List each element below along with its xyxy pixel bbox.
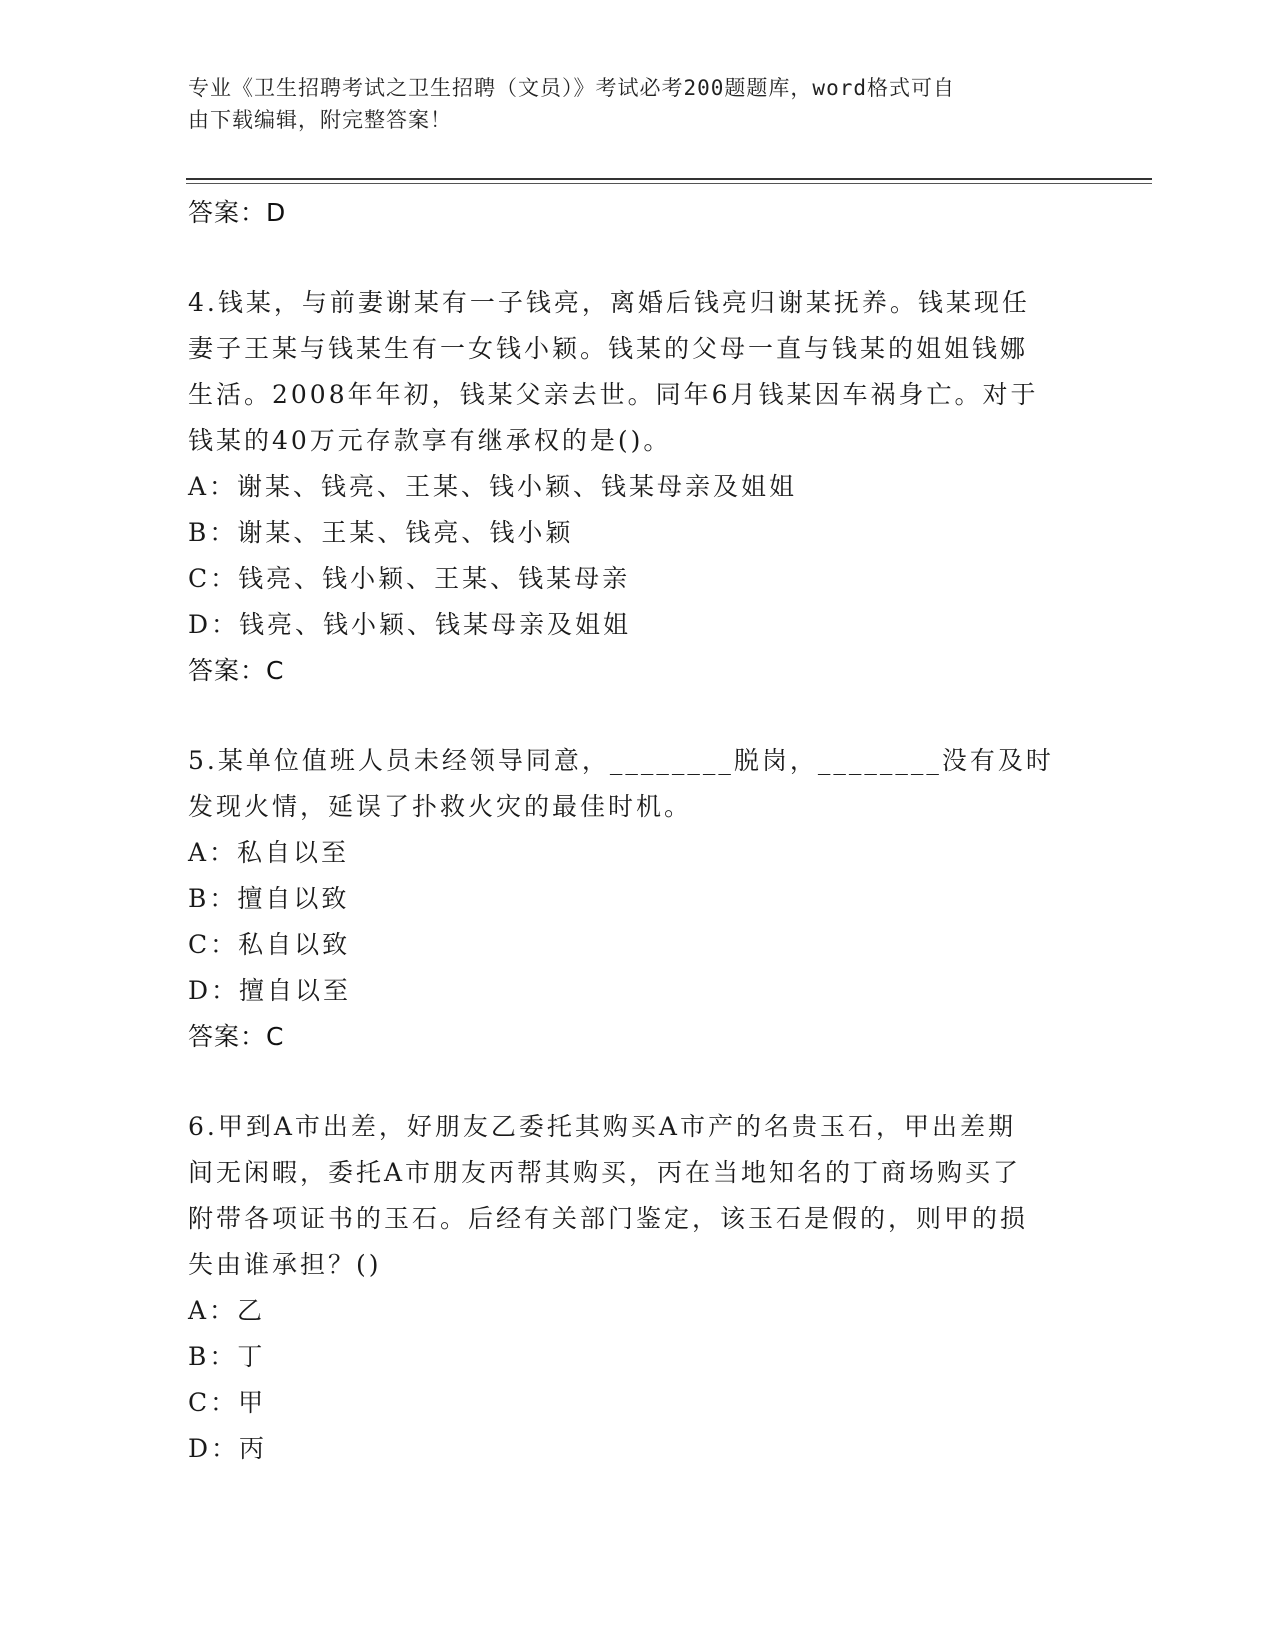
question-5-option-a: A：私自以至 — [188, 838, 350, 867]
previous-answer: 答案：D — [188, 198, 287, 227]
question-4-stem — [188, 280, 1088, 464]
question-5-answer: 答案：C — [188, 1022, 285, 1051]
question-6-stem-line: 6.甲到A市出差，好朋友乙委托其购买A市产的名贵玉石，甲出差期 — [188, 1112, 1016, 1141]
question-6-stem-line: 附带各项证书的玉石。后经有关部门鉴定，该玉石是假的，则甲的损 — [188, 1204, 1029, 1233]
document-header — [188, 72, 1068, 136]
question-5-stem-line: 5.某单位值班人员未经领导同意，________脱岗，________没有及时 — [188, 746, 1054, 775]
question-6-option-d: D：丙 — [188, 1434, 268, 1463]
question-5-option-c: C：私自以致 — [188, 930, 351, 959]
question-4-stem-line: 钱某的40万元存款享有继承权的是()。 — [188, 426, 672, 455]
question-4-stem-line: 妻子王某与钱某生有一女钱小颖。钱某的父母一直与钱某的姐姐钱娜 — [188, 334, 1029, 363]
question-4-stem-line: 生活。2008年年初，钱某父亲去世。同年6月钱某因车祸身亡。对于 — [188, 380, 1039, 409]
question-4-option-d: D：钱亮、钱小颖、钱某母亲及姐姐 — [188, 610, 632, 639]
question-6-stem — [188, 1104, 1088, 1288]
document-content — [188, 188, 1088, 1472]
question-6-option-b: B：丁 — [188, 1342, 266, 1371]
question-4-stem-line: 4.钱某，与前妻谢某有一子钱亮，离婚后钱亮归谢某抚养。钱某现任 — [188, 288, 1030, 317]
question-4-answer: 答案：C — [188, 656, 285, 685]
question-6-stem-line: 失由谁承担？() — [188, 1250, 382, 1279]
question-6-stem-line: 间无闲暇，委托A市朋友丙帮其购买，丙在当地知名的丁商场购买了 — [188, 1158, 1022, 1187]
question-6-option-a: A：乙 — [188, 1296, 266, 1325]
question-4-option-b: B：谢某、王某、钱亮、钱小颖 — [188, 518, 574, 547]
question-6-option-c: C：甲 — [188, 1388, 267, 1417]
question-5-option-b: B：擅自以致 — [188, 884, 350, 913]
header-rule-thick — [186, 178, 1152, 180]
header-line-2: 由下载编辑，附完整答案！ — [188, 108, 452, 132]
question-5-stem — [188, 738, 1088, 830]
header-rule-thin — [186, 183, 1152, 184]
question-5-option-d: D：擅自以至 — [188, 976, 352, 1005]
question-5-stem-line: 发现火情，延误了扑救火灾的最佳时机。 — [188, 792, 693, 821]
question-4-option-c: C：钱亮、钱小颖、王某、钱某母亲 — [188, 564, 631, 593]
question-4-option-a: A：谢某、钱亮、王某、钱小颖、钱某母亲及姐姐 — [188, 472, 798, 501]
header-line-1: 专业《卫生招聘考试之卫生招聘（文员）》考试必考200题题库，word格式可自 — [188, 76, 955, 100]
